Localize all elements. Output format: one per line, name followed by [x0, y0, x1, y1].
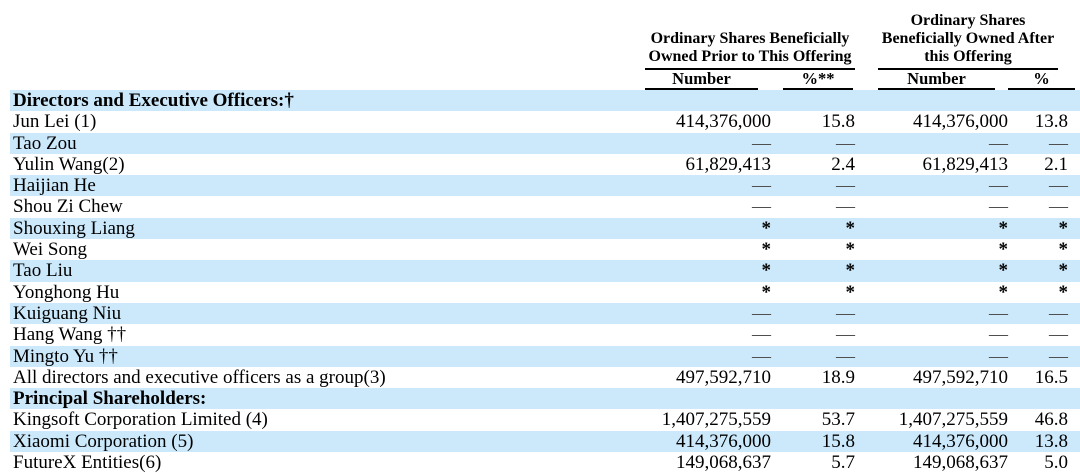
row-value: 1,407,275,559	[898, 409, 1008, 431]
table-row	[10, 324, 1080, 345]
row-value: —	[1049, 196, 1068, 218]
row-label: Tao Liu	[13, 260, 73, 282]
column-group-prior	[630, 0, 860, 70]
row-value: *	[761, 239, 771, 261]
row-value: 15.8	[821, 111, 855, 133]
row-value: 16.5	[1034, 366, 1068, 388]
row-value: 2.4	[831, 153, 855, 175]
column-group-row	[10, 0, 1080, 70]
row-value: *	[761, 260, 771, 282]
row-value: *	[998, 239, 1008, 261]
row-value: 414,376,000	[676, 111, 771, 133]
table-row	[10, 133, 1080, 154]
row-label: Shou Zi Chew	[13, 196, 123, 218]
row-label: FutureX Entities(6)	[13, 452, 162, 473]
row-label: Yulin Wang(2)	[13, 153, 125, 175]
row-label: Kingsoft Corporation Limited (4)	[13, 409, 268, 431]
table-row	[10, 282, 1080, 303]
row-value: —	[752, 132, 771, 154]
row-value: 1,407,275,559	[661, 409, 771, 431]
row-value: —	[836, 345, 855, 367]
row-value: *	[1058, 260, 1068, 282]
row-value: 61,829,413	[685, 153, 771, 175]
row-value: 5.0	[1044, 452, 1068, 473]
row-value: *	[998, 260, 1008, 282]
table-row	[10, 452, 1080, 473]
row-value: —	[1049, 132, 1068, 154]
table-row	[10, 111, 1080, 132]
row-value: —	[989, 302, 1008, 324]
header-spacer	[10, 70, 630, 90]
row-value	[860, 388, 1013, 409]
table-row	[10, 303, 1080, 324]
row-value: *	[1058, 239, 1068, 261]
table-row	[10, 218, 1080, 239]
row-label: Yonghong Hu	[13, 281, 120, 303]
row-value	[860, 90, 1013, 111]
row-value: —	[836, 175, 855, 197]
header-number-after: Number	[860, 70, 1013, 90]
table-row	[10, 409, 1080, 430]
column-group-after	[860, 0, 1080, 70]
header-percent-after: %	[1013, 70, 1080, 90]
row-value: —	[752, 302, 771, 324]
table-row	[10, 367, 1080, 388]
table-body	[10, 90, 1080, 473]
row-value: —	[989, 132, 1008, 154]
row-value: 149,068,637	[913, 452, 1008, 473]
header-number-prior: Number	[630, 70, 775, 90]
row-value: —	[836, 196, 855, 218]
row-value: —	[752, 345, 771, 367]
row-value	[775, 90, 860, 111]
row-value: *	[1058, 281, 1068, 303]
row-label: Jun Lei (1)	[13, 111, 97, 133]
row-value: 18.9	[821, 366, 855, 388]
row-label: Mingto Yu ††	[13, 345, 118, 367]
row-value: —	[752, 324, 771, 346]
table-row	[10, 346, 1080, 367]
row-value: 414,376,000	[913, 111, 1008, 133]
row-value: —	[836, 132, 855, 154]
row-value: —	[1049, 324, 1068, 346]
row-value: 61,829,413	[922, 153, 1008, 175]
row-label: Principal Shareholders:	[13, 388, 207, 410]
row-value: 13.8	[1034, 430, 1068, 452]
row-value: —	[989, 175, 1008, 197]
row-value: *	[845, 217, 855, 239]
row-value: —	[989, 345, 1008, 367]
row-value: *	[761, 217, 771, 239]
table-row	[10, 196, 1080, 217]
row-value: —	[752, 196, 771, 218]
row-value: —	[989, 324, 1008, 346]
row-label: Directors and Executive Officers:†	[13, 90, 294, 111]
row-value: 149,068,637	[676, 452, 771, 473]
row-value	[630, 90, 775, 111]
table-row	[10, 431, 1080, 452]
row-value: —	[1049, 175, 1068, 197]
column-group-after-title: Ordinary Shares Beneficially Owned After this Offering	[878, 12, 1058, 70]
row-label: Hang Wang ††	[13, 324, 127, 346]
row-value: —	[836, 324, 855, 346]
table-row	[10, 154, 1080, 175]
row-value: —	[989, 196, 1008, 218]
row-value: *	[998, 281, 1008, 303]
row-value: *	[761, 281, 771, 303]
row-value: 5.7	[831, 452, 855, 473]
row-value	[1013, 388, 1080, 409]
table-row	[10, 175, 1080, 196]
row-label: Wei Song	[13, 239, 87, 261]
column-group-prior-title: Ordinary Shares Beneficially Owned Prior to This Offering	[645, 30, 855, 70]
header-spacer	[10, 0, 630, 70]
row-value: *	[1058, 217, 1068, 239]
row-value: —	[752, 175, 771, 197]
row-label: All directors and executive officers as a group(3)	[13, 366, 386, 388]
table-row	[10, 90, 1080, 111]
row-value: 414,376,000	[913, 430, 1008, 452]
row-value: 414,376,000	[676, 430, 771, 452]
row-label: Xiaomi Corporation (5)	[13, 430, 194, 452]
row-label: Shouxing Liang	[13, 217, 135, 239]
row-label: Tao Zou	[13, 132, 77, 154]
table-row	[10, 388, 1080, 409]
row-value: *	[845, 239, 855, 261]
row-value: 497,592,710	[913, 366, 1008, 388]
sub-header-row	[10, 70, 1080, 90]
row-value: —	[836, 302, 855, 324]
row-label: Kuiguang Niu	[13, 302, 122, 324]
row-value: 15.8	[821, 430, 855, 452]
row-value: —	[1049, 345, 1068, 367]
row-label: Haijian He	[13, 175, 96, 197]
table-row	[10, 260, 1080, 281]
row-value: 13.8	[1034, 111, 1068, 133]
row-value	[1013, 90, 1080, 111]
table-header	[10, 0, 1080, 90]
row-value: *	[998, 217, 1008, 239]
row-value	[775, 388, 860, 409]
row-value: —	[1049, 302, 1068, 324]
row-value: 497,592,710	[676, 366, 771, 388]
row-value: *	[845, 260, 855, 282]
row-value	[630, 388, 775, 409]
row-value: 53.7	[821, 409, 855, 431]
row-value: *	[845, 281, 855, 303]
row-value: 2.1	[1044, 153, 1068, 175]
row-value: 46.8	[1034, 409, 1068, 431]
table-row	[10, 239, 1080, 260]
header-percent-prior: %**	[775, 70, 860, 90]
ownership-table	[10, 0, 1080, 473]
